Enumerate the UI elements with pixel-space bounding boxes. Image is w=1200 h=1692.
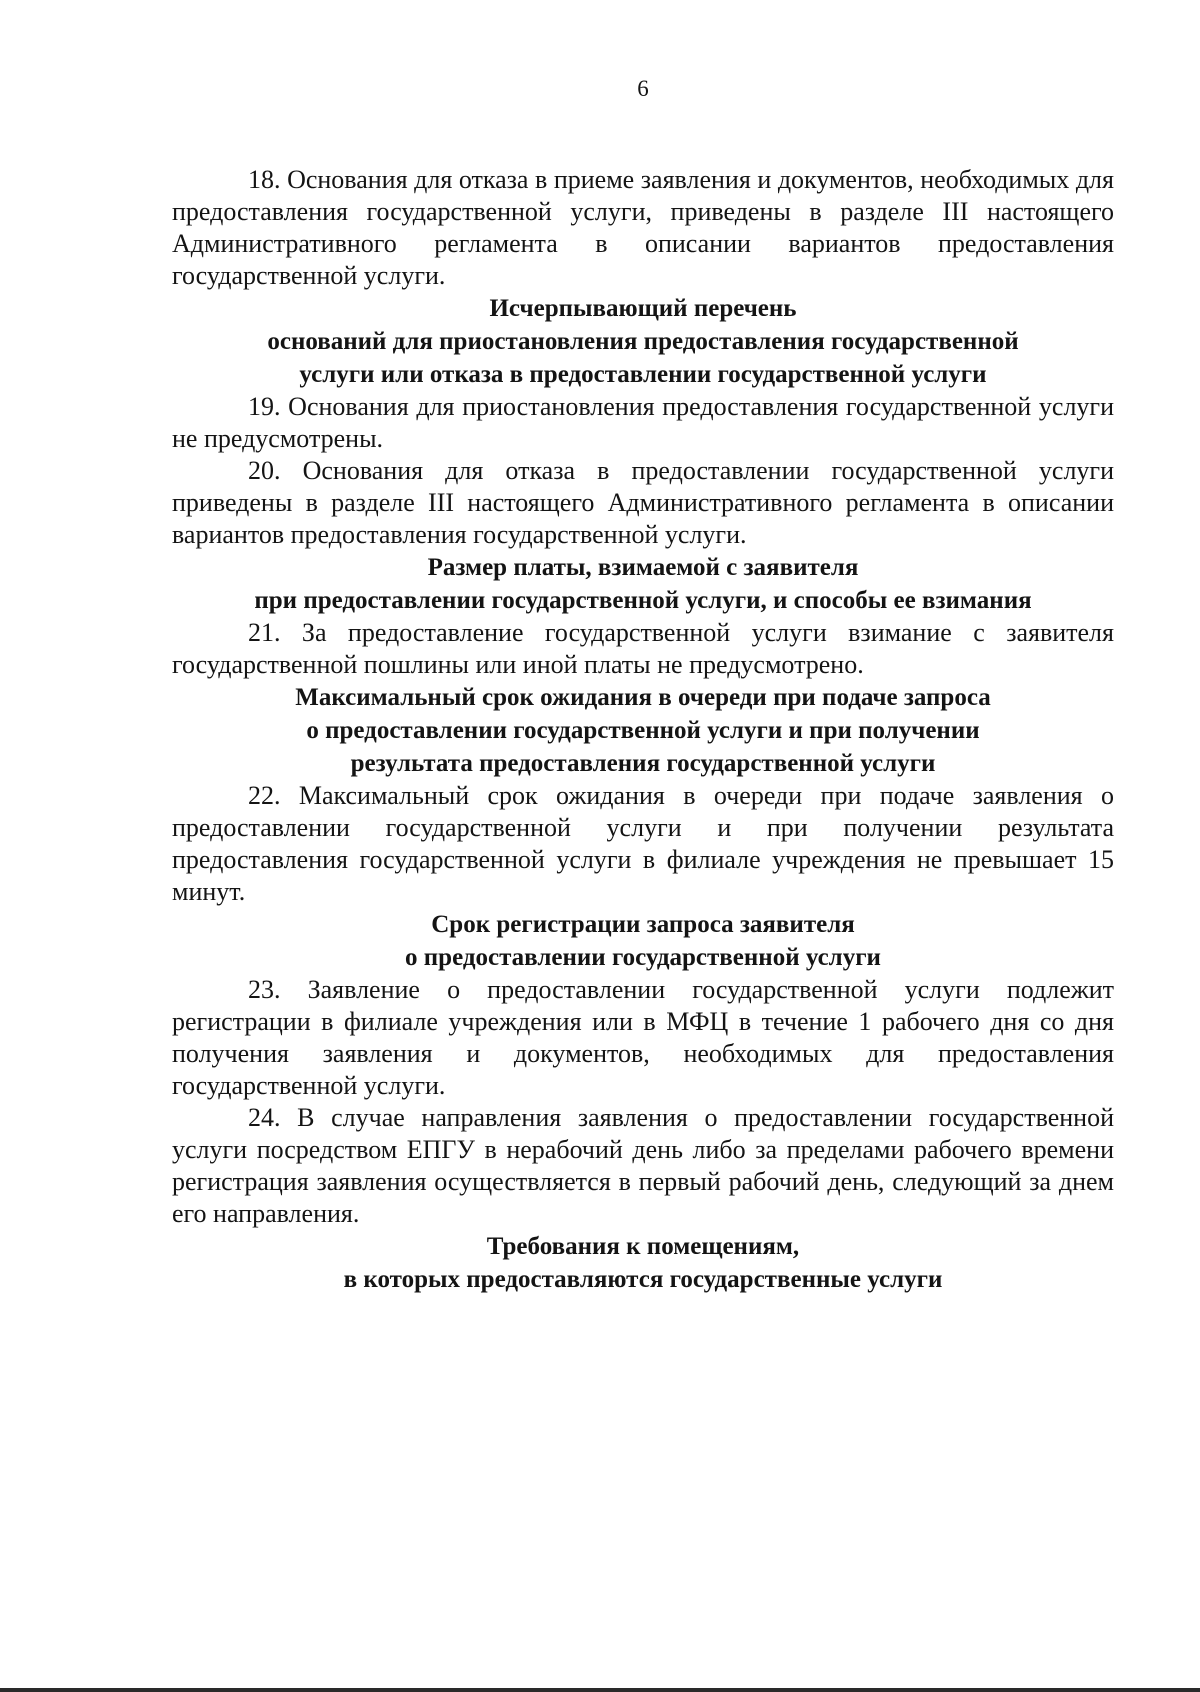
heading-line: оснований для приостановления предоставления государственной [267,328,1019,355]
heading-line: Исчерпывающий перечень [489,295,797,322]
page-number: 6 [637,76,649,101]
paragraph-18: 18. Основания для отказа в приеме заявления и документов, необходимых для предоставления государственной услуги, приведены в разделе III настоящего Административного регламента в описании вариантов предоставления государственной услуги. [172,165,1114,290]
paragraph-21: 21. За предоставление государственной услуги взимание с заявителя государственной пошлины или иной платы не предусмотрено. [172,618,1114,679]
heading-line: Максимальный срок ожидания в очереди при подаче запроса [295,684,991,711]
heading-line: в которых предоставляются государственные услуги [343,1266,943,1293]
heading-premises-requirements [172,1230,1114,1296]
heading-line: о предоставлении государственной услуги [405,944,881,971]
heading-fee-amount [172,551,1114,617]
heading-line: результата предоставления государственной услуги [350,750,936,777]
heading-line: при предоставлении государственной услуги, и способы ее взимания [254,587,1032,614]
document-body [172,164,1114,1296]
heading-max-queue-time [172,681,1114,780]
heading-line: услуги или отказа в предоставлении государственной услуги [299,361,987,388]
scan-bottom-edge [0,1688,1200,1692]
paragraph-24: 24. В случае направления заявления о предоставлении государственной услуги посредством ЕПГУ в нерабочий день либо за пределами рабочего времени регистрация заявления осуществляется в первый рабочий день, следующий за днем его направления. [172,1103,1114,1228]
paragraph-19: 19. Основания для приостановления предоставления государственной услуги не предусмотрены. [172,392,1114,453]
heading-line: о предоставлении государственной услуги и при получении [306,717,980,744]
paragraph-20: 20. Основания для отказа в предоставлении государственной услуги приведены в разделе III настоящего Административного регламента в описании вариантов предоставления государственной услуги. [172,456,1114,549]
paragraph-23: 23. Заявление о предоставлении государственной услуги подлежит регистрации в филиале учреждения или в МФЦ в течение 1 рабочего дня со дня получения заявления и документов, необходимых для предоставления государственной услуги. [172,975,1114,1100]
paragraph-22: 22. Максимальный срок ожидания в очереди при подаче заявления о предоставлении государственной услуги и при получении результата предоставления государственной услуги в филиале учреждения не превышает 15 минут. [172,781,1114,906]
heading-line: Требования к помещениям, [486,1233,800,1260]
heading-grounds-for-suspension-or-refusal [172,292,1114,391]
heading-registration-term [172,908,1114,974]
heading-line: Срок регистрации запроса заявителя [431,911,855,938]
heading-line: Размер платы, взимаемой с заявителя [427,554,859,581]
